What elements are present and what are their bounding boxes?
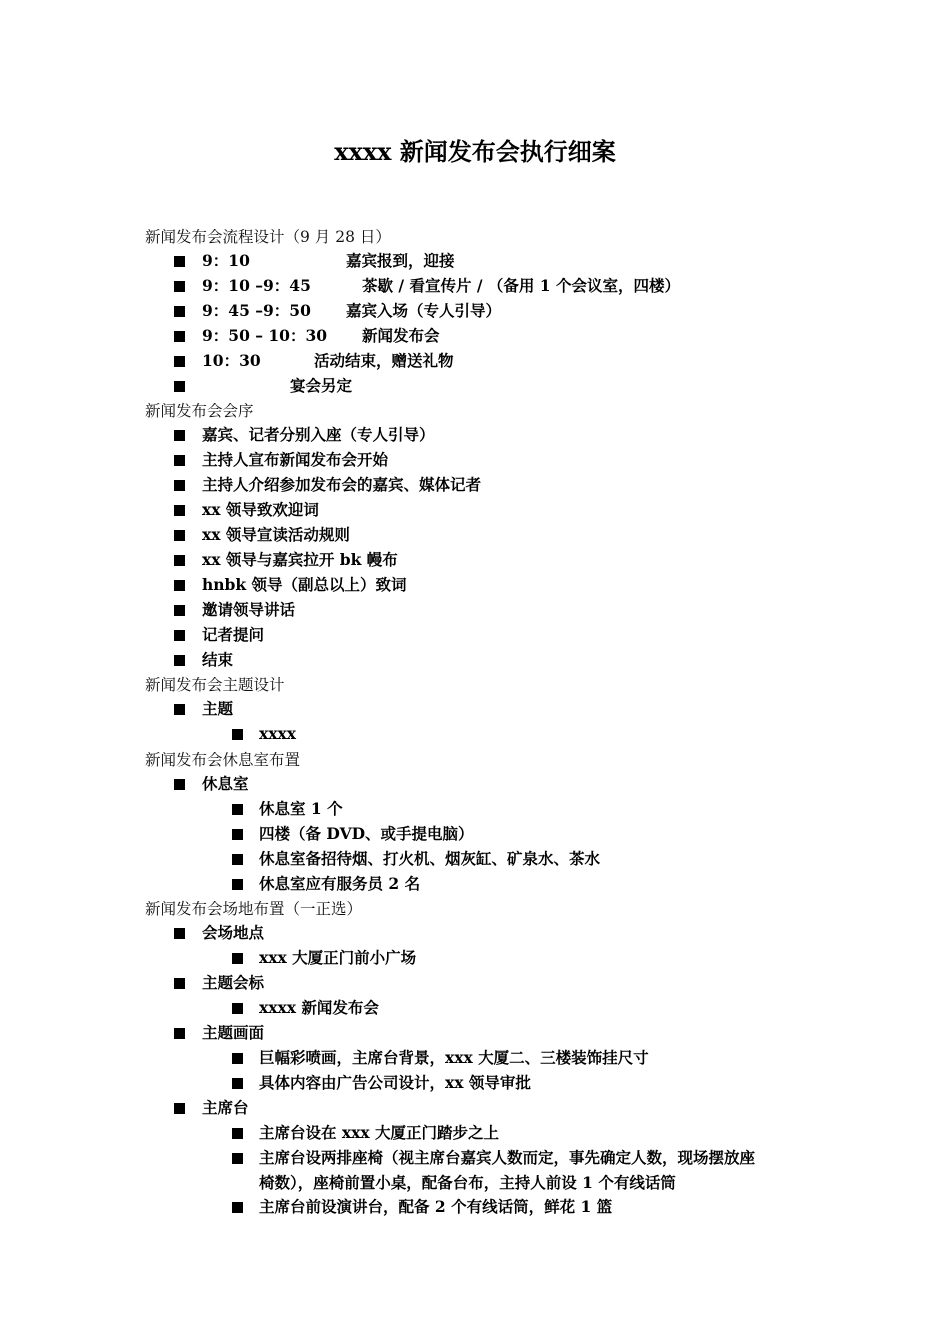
order-item: 嘉宾、记者分别入座（专人引导） xyxy=(202,425,435,444)
flow-desc: 茶歇 / 看宣传片 / （备用 1 个会议室，四楼） xyxy=(362,276,680,295)
lounge-item: 休息室 xyxy=(202,774,249,793)
section-heading-venue: 新闻发布会场地布置（一正选） xyxy=(145,900,363,918)
venue-logo-item: 主题会标 xyxy=(202,973,265,992)
bullet-icon xyxy=(174,605,185,616)
lounge-sub-item: 休息室应有服务员 2 名 xyxy=(259,874,421,893)
bullet-icon xyxy=(232,1128,243,1139)
bullet-icon xyxy=(174,256,185,267)
section-heading-lounge: 新闻发布会休息室布置 xyxy=(145,751,301,769)
bullet-icon xyxy=(232,1153,243,1164)
order-item: 主持人宣布新闻发布会开始 xyxy=(202,450,389,469)
flow-time: 9：50 – 10：30 xyxy=(202,326,328,345)
bullet-icon xyxy=(174,630,185,641)
bullet-icon xyxy=(174,530,185,541)
venue-visual-item: 主题画面 xyxy=(202,1023,265,1042)
bullet-icon xyxy=(232,953,243,964)
venue-podium-sub: 主席台前设演讲台，配备 2 个有线话筒，鲜花 1 篮 xyxy=(259,1197,613,1216)
bullet-icon xyxy=(174,655,185,666)
bullet-icon xyxy=(232,879,243,890)
bullet-icon xyxy=(232,729,243,740)
flow-desc: 嘉宾报到，迎接 xyxy=(346,251,455,270)
bullet-icon xyxy=(174,430,185,441)
lounge-sub-item: 四楼（备 DVD、或手提电脑） xyxy=(259,824,474,843)
bullet-icon xyxy=(232,854,243,865)
order-item: 主持人介绍参加发布会的嘉宾、媒体记者 xyxy=(202,475,482,494)
theme-sub-item: xxxx xyxy=(259,724,296,743)
bullet-icon xyxy=(174,480,185,491)
bullet-icon xyxy=(174,455,185,466)
bullet-icon xyxy=(174,331,185,342)
bullet-icon xyxy=(174,306,185,317)
bullet-icon xyxy=(232,1202,243,1213)
bullet-icon xyxy=(174,555,185,566)
bullet-icon xyxy=(174,381,185,392)
venue-place-sub: xxx 大厦正门前小广场 xyxy=(259,948,417,967)
flow-time: 9：45 –9：50 xyxy=(202,301,311,320)
venue-visual-sub: 具体内容由广告公司设计，xx 领导审批 xyxy=(259,1073,531,1092)
venue-visual-sub: 巨幅彩喷画，主席台背景，xxx 大厦二、三楼装饰挂尺寸 xyxy=(259,1048,649,1067)
bullet-icon xyxy=(232,1078,243,1089)
order-item: hnbk 领导（副总以上）致词 xyxy=(202,575,407,594)
venue-podium-sub-continued: 椅数），座椅前置小桌，配备台布，主持人前设 1 个有线话筒 xyxy=(259,1173,676,1192)
order-item: xx 领导宣读活动规则 xyxy=(202,525,350,544)
order-item: 结束 xyxy=(202,650,234,669)
lounge-sub-item: 休息室 1 个 xyxy=(259,799,343,818)
venue-podium-sub: 主席台设两排座椅（视主席台嘉宾人数而定，事先确定人数，现场摆放座 xyxy=(259,1148,756,1167)
flow-desc: 嘉宾入场（专人引导） xyxy=(346,301,502,320)
bullet-icon xyxy=(174,1103,185,1114)
document-title: xxxx 新闻发布会执行细案 xyxy=(334,137,616,166)
bullet-icon xyxy=(174,1028,185,1039)
bullet-icon xyxy=(232,1053,243,1064)
venue-place-item: 会场地点 xyxy=(202,923,265,942)
bullet-icon xyxy=(174,281,185,292)
bullet-icon xyxy=(232,1003,243,1014)
venue-podium-item: 主席台 xyxy=(202,1098,249,1117)
bullet-icon xyxy=(174,580,185,591)
flow-time: 10：30 xyxy=(202,351,261,370)
order-item: xx 领导与嘉宾拉开 bk 幔布 xyxy=(202,550,398,569)
flow-desc: 活动结束，赠送礼物 xyxy=(314,351,454,370)
bullet-icon xyxy=(174,928,185,939)
section-heading-order: 新闻发布会会序 xyxy=(145,402,254,420)
bullet-icon xyxy=(232,829,243,840)
bullet-icon xyxy=(174,704,185,715)
bullet-icon xyxy=(174,779,185,790)
flow-desc: 新闻发布会 xyxy=(362,326,440,345)
flow-time: 9：10 xyxy=(202,251,250,270)
theme-item: 主题 xyxy=(202,699,234,718)
lounge-sub-item: 休息室备招待烟、打火机、烟灰缸、矿泉水、茶水 xyxy=(259,849,601,868)
venue-podium-sub: 主席台设在 xxx 大厦正门踏步之上 xyxy=(259,1123,500,1142)
bullet-icon xyxy=(232,804,243,815)
flow-desc: 宴会另定 xyxy=(290,376,353,395)
order-item: xx 领导致欢迎词 xyxy=(202,500,319,519)
bullet-icon xyxy=(174,356,185,367)
bullet-icon xyxy=(174,978,185,989)
order-item: 邀请领导讲话 xyxy=(202,600,296,619)
section-heading-theme: 新闻发布会主题设计 xyxy=(145,676,285,694)
flow-time: 9：10 –9：45 xyxy=(202,276,311,295)
bullet-icon xyxy=(174,505,185,516)
order-item: 记者提问 xyxy=(202,625,265,644)
venue-logo-sub: xxxx 新闻发布会 xyxy=(259,998,379,1017)
section-heading-flow: 新闻发布会流程设计（9 月 28 日） xyxy=(145,228,391,246)
